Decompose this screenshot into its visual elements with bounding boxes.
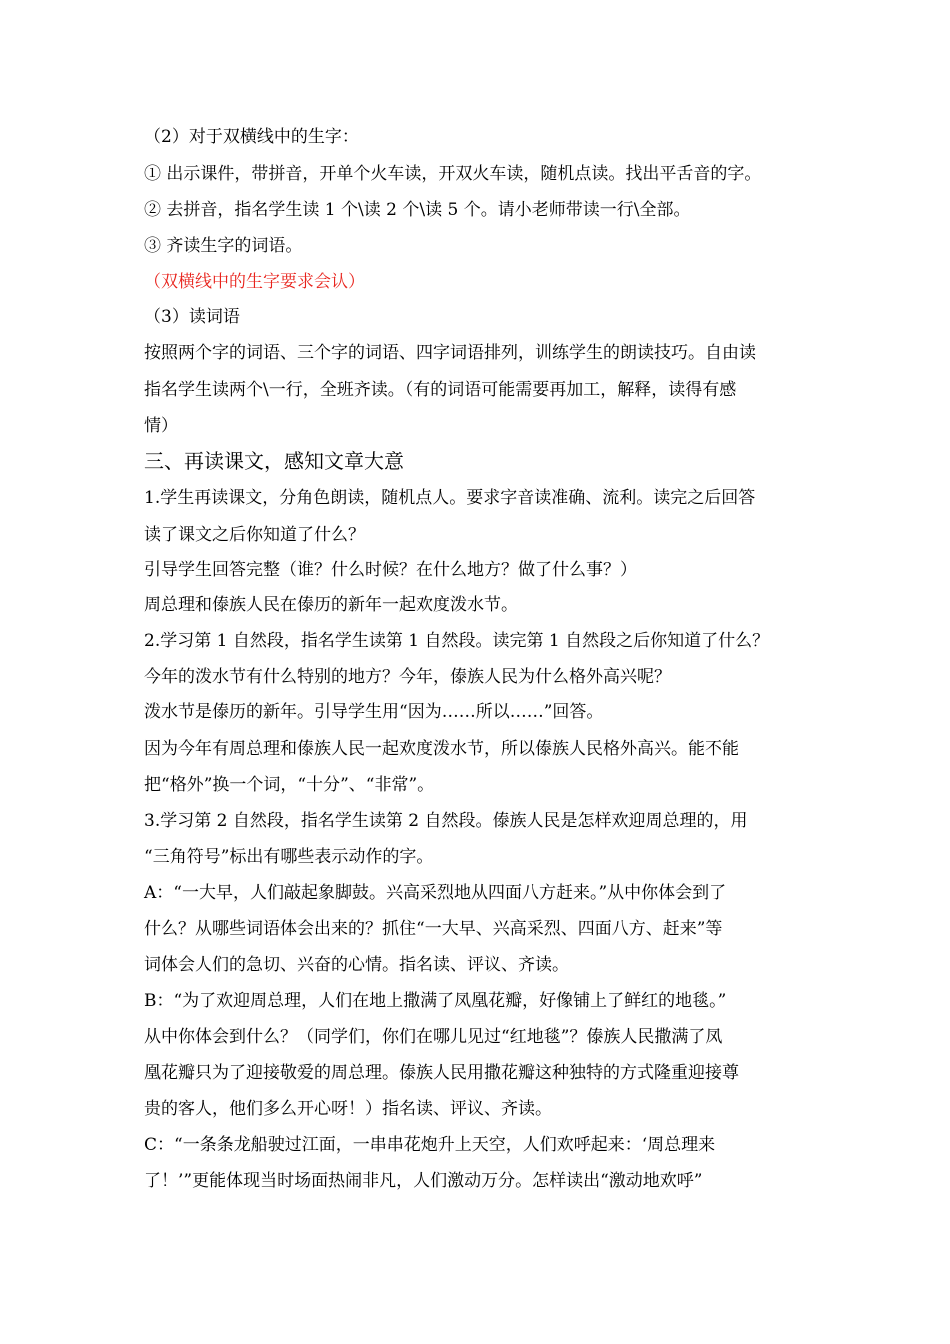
text-line: 今年的泼水节有什么特别的地方？今年，傣族人民为什么格外高兴呢？ bbox=[144, 667, 671, 687]
text-line: 情） bbox=[144, 416, 178, 436]
text-line: （2）对于双横线中的生字： bbox=[144, 127, 359, 147]
text-line: B：“为了欢迎周总理，人们在地上撒满了凤凰花瓣，好像铺上了鲜红的地毯。” bbox=[144, 991, 727, 1011]
text-line: “三角符号”标出有哪些表示动作的字。 bbox=[144, 847, 434, 867]
text-line: 3.学习第 2 自然段，指名学生读第 2 自然段。傣族人民是怎样欢迎周总理的，用 bbox=[144, 811, 748, 831]
text-line: 从中你体会到什么？（同学们，你们在哪儿见过“红地毯”？傣族人民撒满了凤 bbox=[144, 1027, 723, 1047]
text-line: 周总理和傣族人民在傣历的新年一起欢度泼水节。 bbox=[144, 595, 518, 615]
text-line: ① 出示课件，带拼音，开单个火车读，开双火车读，随机点读。找出平舌音的字。 bbox=[144, 164, 762, 184]
section-heading: 三、再读课文，感知文章大意 bbox=[144, 449, 404, 473]
text-line: 指名学生读两个\一行，全班齐读。（有的词语可能需要再加工，解释，读得有感 bbox=[144, 380, 737, 400]
text-line: ③ 齐读生字的词语。 bbox=[144, 236, 303, 256]
text-line: 凰花瓣只为了迎接敬爱的周总理。傣族人民用撒花瓣这种独特的方式隆重迎接尊 bbox=[144, 1063, 739, 1083]
text-line: 2.学习第 1 自然段，指名学生读第 1 自然段。读完第 1 自然段之后你知道了什么？ bbox=[144, 631, 770, 651]
text-line: 引导学生回答完整（谁？什么时候？在什么地方？做了什么事？） bbox=[144, 560, 637, 580]
text-line: C：“一条条龙船驶过江面，一串串花炮升上天空，人们欢呼起来：‘周总理来 bbox=[144, 1135, 716, 1155]
text-line: 因为今年有周总理和傣族人民一起欢度泼水节，所以傣族人民格外高兴。能不能 bbox=[144, 739, 739, 759]
text-line: 词体会人们的急切、兴奋的心情。指名读、评议、齐读。 bbox=[144, 955, 569, 975]
text-line: 了！’”更能体现当时场面热闹非凡，人们激动万分。怎样读出“激动地欢呼” bbox=[144, 1171, 703, 1191]
text-line: 读了课文之后你知道了什么？ bbox=[144, 525, 365, 545]
text-line: A：“一大早，人们敲起象脚鼓。兴高采烈地从四面八方赶来。”从中你体会到了 bbox=[144, 883, 727, 903]
text-line: ② 去拼音，指名学生读 1 个\读 2 个\读 5 个。请小老师带读一行\全部。 bbox=[144, 200, 691, 220]
text-line: （双横线中的生字要求会认） bbox=[144, 272, 365, 292]
text-line: （3）读词语 bbox=[144, 307, 240, 327]
text-line: 1.学生再读课文，分角色朗读，随机点人。要求字音读准确、流利。读完之后回答 bbox=[144, 488, 756, 508]
text-line: 贵的客人，他们多么开心呀！）指名读、评议、齐读。 bbox=[144, 1099, 552, 1119]
text-line: 泼水节是傣历的新年。引导学生用“因为……所以……”回答。 bbox=[144, 702, 604, 722]
text-line: 把“格外”换一个词，“十分”、“非常”。 bbox=[144, 775, 435, 795]
text-line: 什么？从哪些词语体会出来的？抓住“一大早、兴高采烈、四面八方、赶来”等 bbox=[144, 919, 723, 939]
text-line: 按照两个字的词语、三个字的词语、四字词语排列，训练学生的朗读技巧。自由读 bbox=[144, 343, 756, 363]
